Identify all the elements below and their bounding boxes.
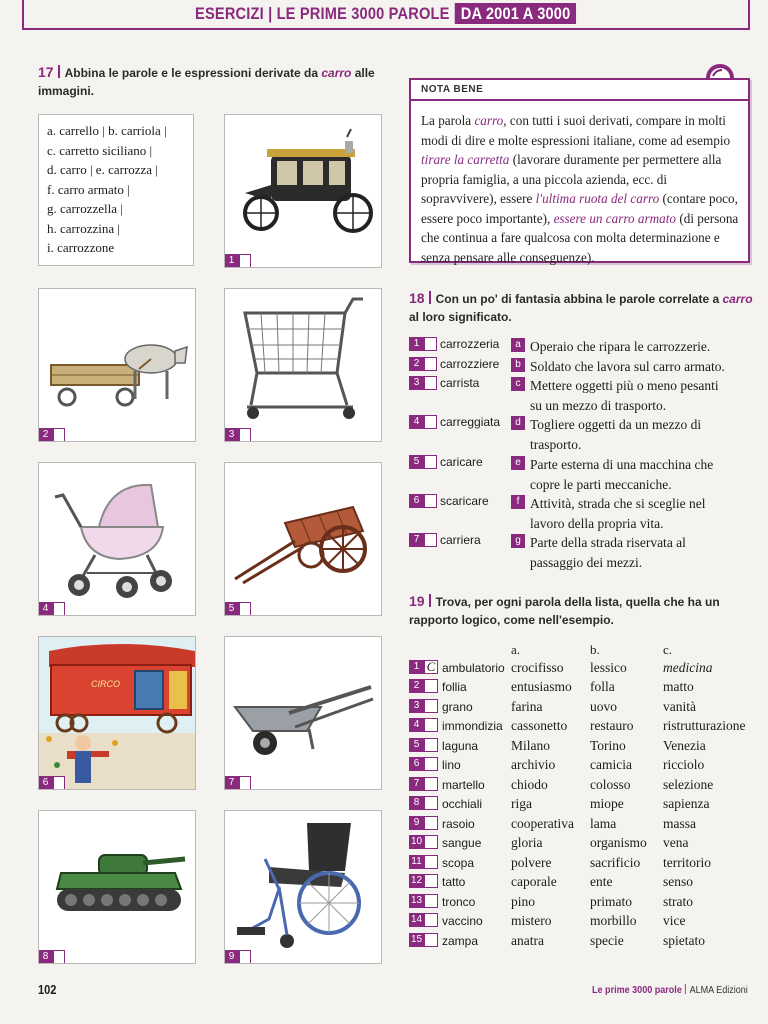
- carriage-icon: [225, 115, 382, 268]
- ex18-definition: Operaio che ripara le carrozzerie.: [530, 339, 711, 354]
- ex18-keyword: carro: [722, 292, 753, 306]
- answer-box[interactable]: [424, 757, 438, 771]
- answer-box[interactable]: [239, 776, 251, 790]
- ex17-text-after: alle immagini.: [38, 66, 375, 98]
- answer-box[interactable]: [53, 428, 65, 442]
- ex19-row: 4 immondizia cassonetto restauro ristrutturazione: [409, 716, 768, 735]
- answer-box[interactable]: [424, 494, 437, 508]
- circus-wagon-icon: [39, 637, 196, 790]
- image-box-6: [38, 636, 196, 790]
- header-title: [195, 4, 576, 24]
- answer-box[interactable]: [424, 874, 438, 888]
- ex17-text-before: Abbina le parole e le espressioni derivate da: [64, 66, 322, 80]
- image-box-5: [224, 462, 382, 616]
- answer-box[interactable]: [424, 337, 437, 351]
- image-box-3: [224, 288, 382, 442]
- answer-box[interactable]: [53, 602, 65, 616]
- ex18-text-after: al loro significato.: [409, 310, 512, 324]
- ex18-word: carrozziere: [440, 357, 500, 371]
- page-header: [22, 0, 750, 30]
- answer-box[interactable]: [53, 950, 65, 964]
- ex19-heading: [409, 592, 729, 629]
- ex19-text: Trova, per ogni parola della lista, quella che ha un rapporto logico, come nell'esempio.: [409, 595, 720, 627]
- ex18-heading: [409, 289, 754, 326]
- image-number-9: 9: [224, 950, 251, 964]
- ex18-definition: Parte della strada riservata al passaggio dei mezzi.: [530, 535, 686, 570]
- word-list-line: f. carro armato |: [47, 181, 130, 197]
- ex18-word: scaricare: [440, 494, 489, 508]
- image-box-4: [38, 462, 196, 616]
- answer-box[interactable]: [424, 533, 437, 547]
- textbook-page: ESERCIZI | LE PRIME 3000 PAROLE DA 2001 A 3000 17 Abbina le parole e le espressioni derivate da carro alle immagini. a. carrello | b. carriola | c. carretto siciliano | d. carro | e. carrozza | f. carro armato | g. carrozzella | h. carrozzina | i. carrozzone 1 2 3 4 5 CIRCO 6 7 8 9 NOTA BENE La parola carro, con tutti i suoi derivati, compare in molti modi di dire e molte espressioni italiane, come ad esempio tirare la carretta (lavorare duramente per permettere alla propria famiglia, a una piccola azienda, ecc. di sopravvivere), essere l'ultima ruota del carro (contare poco, essere poco importante), essere un carro armato (di persona che continua a fare qualcosa con molta determinazione e senza pensare alle conseguenze). 18 Con un po' di fantasia abbina le parole correlate a carro al loro significato. 1 carrozzeria a Operaio che ripara le carrozzerie. 2 carrozziere b Soldato che lavora sul carro armato. 3 carrista c Mettere oggetti più o meno pesanti su un mezzo di trasporto. 4 carreggiata d Togliere oggetti da un mezzo di trasporto. 5 caricare e Parte esterna di una macchina che copre le parti meccaniche. 6 scaricare f Attività, strada che si sceglie nel lavoro della propria vita. 7 carriera g Parte della strada riservata al passaggio dei mezzi. 19 Trova, per ogni parola della lista, quella che ha un rapporto logico, come nell'esempio. a. b. c. 1 C ambulatorio crocifisso lessico medicina 2 follia entusiasmo folla matto 3 grano farina uovo vanità 4 immondizia cassonetto restauro ristrutturazione 5 laguna Milano Torino Venezia 6 lino archivio camicia ricciolo 7 martello chiodo colosso selezione 8 occhiali riga miope sapienza 9 rasoio cooperativa lama massa 10 sangue gloria organismo vena 11 scopa polvere sacrificio territorio 12 tatto caporale ente senso 13 tronco pino primato strato 14 vaccino mistero morbillo vice 15 zampa anatra specie spietato 102 Le prime 3000 parole ALMA Edizioni: [0, 0, 768, 1024]
- answer-box[interactable]: [239, 602, 251, 616]
- answer-box[interactable]: [424, 855, 438, 869]
- ex18-definition: Mettere oggetti più o meno pesanti su un mezzo di trasporto.: [530, 378, 719, 413]
- ex19-row: 12 tatto caporale ente senso: [410, 874, 693, 889]
- tank-icon: [39, 811, 196, 964]
- answer-box[interactable]: [424, 913, 438, 927]
- word-list-line: d. carro | e. carrozza |: [47, 162, 158, 177]
- ex19-row: 9 rasoio cooperativa lama massa: [409, 814, 768, 833]
- nota-bene-title: NOTA BENE: [421, 84, 484, 95]
- footer-book: Le prime 3000 parole: [592, 984, 682, 996]
- ex18-word: carrista: [440, 376, 480, 390]
- answer-box[interactable]: [239, 254, 251, 268]
- image-box-8: [38, 810, 196, 964]
- ex19-row: 14 vaccino mistero morbillo vice: [410, 913, 686, 928]
- answer-box[interactable]: [424, 777, 438, 791]
- footer-publisher: ALMA Edizioni: [689, 984, 748, 996]
- ex18-word: carreggiata: [440, 415, 501, 429]
- word-list-line: h. carrozzina |: [47, 220, 120, 236]
- wheelbarrow-icon: [225, 637, 382, 790]
- pram-icon: [39, 463, 196, 616]
- image-number-4: 4: [38, 602, 65, 616]
- answer-box[interactable]: [424, 894, 438, 908]
- answer-box[interactable]: [424, 679, 438, 693]
- image-box-7: [224, 636, 382, 790]
- ex18-number: 18: [409, 290, 425, 306]
- ex19-row: 15 zampa anatra specie spietato: [410, 933, 705, 948]
- ex19-col-c-header: c.: [663, 642, 673, 657]
- ex18-definition: Togliere oggetti da un mezzo di trasporto.: [530, 417, 702, 452]
- ex17-heading: [38, 63, 378, 100]
- answer-box[interactable]: [424, 357, 437, 371]
- image-number-7: 7: [224, 776, 251, 790]
- image-number-6: 6: [38, 776, 65, 790]
- ex19-col-b-header: b.: [590, 642, 600, 657]
- header-range: DA 2001 A 3000: [455, 3, 577, 24]
- nota-bene-text: La parola carro, con tutti i suoi derivati, compare in molti modi di dire e molte espressioni italiane, come ad esempio tirare la carretta (lavorare duramente per permettere alla propria famiglia, a una piccola azienda, ecc. di sopravvivere), essere l'ultima ruota del carro (contare poco, essere poco importante), essere un carro armato (di persona che continua a fare qualcosa con molta determinazione e senza pensare alle conseguenze).: [421, 113, 739, 265]
- ex18-word: caricare: [440, 455, 483, 469]
- word-list-line: i. carrozzone: [47, 240, 115, 255]
- answer-box[interactable]: [424, 699, 438, 713]
- word-list-line: g. carrozzella |: [47, 201, 123, 216]
- ox-cart-icon: [39, 289, 196, 442]
- answer-box[interactable]: [424, 816, 438, 830]
- answer-box[interactable]: [424, 796, 438, 810]
- ex19-number: 19: [409, 593, 425, 609]
- word-list-line: c. carretto siciliano |: [47, 142, 153, 158]
- ex18-definition: Soldato che lavora sul carro armato.: [530, 359, 725, 374]
- sicilian-cart-icon: [225, 463, 382, 616]
- svg-text:CIRCO: CIRCO: [91, 679, 120, 689]
- ex18-definition: Parte esterna di una macchina che copre le parti meccaniche.: [530, 457, 714, 492]
- ex19-row: 11 scopa polvere sacrificio territorio: [409, 853, 768, 872]
- ex18-word: carriera: [440, 533, 481, 547]
- word-list-line: a. carrello | b. carriola |: [47, 123, 167, 138]
- ex17-word-list: [38, 114, 194, 266]
- ex19-row: 3 grano farina uovo vanità: [409, 697, 768, 716]
- answer-box[interactable]: [424, 376, 437, 390]
- ex17-number: 17: [38, 64, 54, 80]
- image-box-9: [224, 810, 382, 964]
- answer-box[interactable]: [424, 835, 438, 849]
- ex19-row: 10 sangue gloria organismo vena: [410, 835, 689, 850]
- ex18-definition: Attività, strada che si sceglie nel lavoro della propria vita.: [530, 496, 706, 531]
- answer-box[interactable]: C: [424, 660, 438, 674]
- ex19-row: 6 lino archivio camicia ricciolo: [409, 755, 768, 774]
- answer-box[interactable]: [424, 455, 437, 469]
- image-number-8: 8: [38, 950, 65, 964]
- image-number-5: 5: [224, 602, 251, 616]
- answer-box[interactable]: [239, 428, 251, 442]
- image-number-2: 2: [38, 428, 65, 442]
- answer-box[interactable]: [239, 950, 251, 964]
- image-box-2: [38, 288, 196, 442]
- ex18-word: carrozzeria: [440, 337, 500, 351]
- ex17-keyword: carro: [321, 66, 352, 80]
- image-box-1: [224, 114, 382, 268]
- wheelchair-icon: [225, 811, 382, 964]
- ex19-row: 13 tronco pino primato strato: [410, 894, 693, 909]
- ex19-row: 2 follia entusiasmo folla matto: [409, 677, 768, 696]
- header-title-text: ESERCIZI | LE PRIME 3000 PAROLE: [195, 4, 450, 23]
- answer-box[interactable]: [424, 718, 438, 732]
- answer-box[interactable]: [53, 776, 65, 790]
- shopping-cart-icon: [225, 289, 382, 442]
- footer-credit: [592, 984, 748, 996]
- answer-box[interactable]: [424, 933, 438, 947]
- ex19-col-a-header: a.: [511, 642, 521, 657]
- image-number-1: 1: [224, 254, 251, 268]
- ex19-row: 8 occhiali riga miope sapienza: [409, 794, 768, 813]
- ex19-row: 7 martello chiodo colosso selezione: [409, 775, 768, 794]
- nota-bene-box: [409, 78, 750, 263]
- page-number: 102: [38, 982, 57, 997]
- image-number-3: 3: [224, 428, 251, 442]
- ex18-text-before: Con un po' di fantasia abbina le parole correlate a: [435, 292, 723, 306]
- ex19-row: 5 laguna Milano Torino Venezia: [409, 736, 768, 755]
- ex19-row: 1 C ambulatorio crocifisso lessico medicina: [409, 658, 768, 677]
- answer-box[interactable]: [424, 738, 438, 752]
- answer-box[interactable]: [424, 415, 437, 429]
